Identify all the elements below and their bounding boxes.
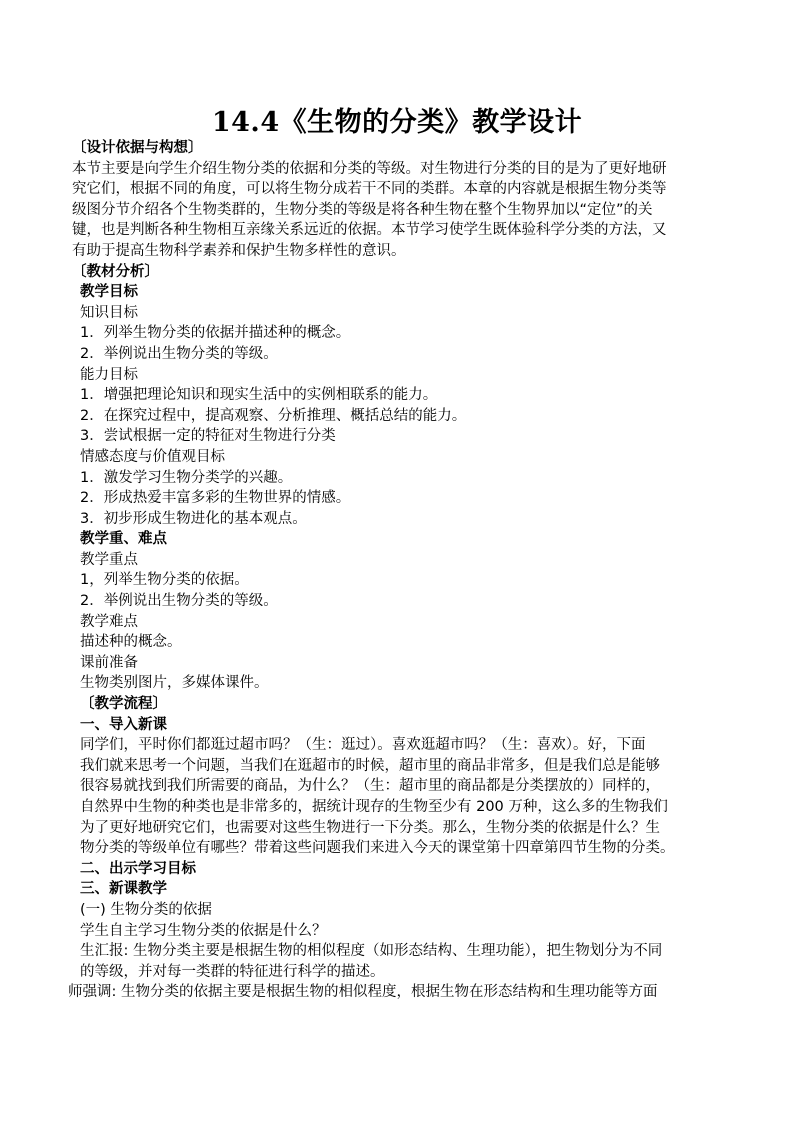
paragraph-line: 为了更好地研究它们，也需要对这些生物进行一下分类。那么，生物分类的依据是什么？生 [80,819,660,836]
list-item: 1．列举生物分类的依据并描述种的概念。 [80,325,351,342]
paragraph-line: 物分类的等级单位有哪些？带着这些问题我们来进入今天的课堂第十四章第四节生物的分类。 [80,840,675,857]
list-item: 2．举例说出生物分类的等级。 [80,345,278,362]
list-item: 2．在探究过程中，提高观察、分析推理、概括总结的能力。 [80,407,467,424]
list-item: 生物类别图片，多媒体课件。 [80,675,269,692]
sub-heading: 教学重、难点 [80,531,167,548]
paragraph-line: 学生自主学习生物分类的依据是什么？ [80,922,327,939]
paragraph-line: 自然界中生物的种类也是非常多的，据统计现存的生物至少有 200 万种，这么多的生物我们 [80,799,668,815]
list-heading: 情感态度与价值观目标 [80,448,225,465]
paragraph-line: 有助于提高生物科学素养和保护生物多样性的意识。 [72,242,406,259]
section-heading: 〔教学流程〕 [80,696,167,713]
paragraph-line: 的等级，并对每一类群的特征进行科学的描述。 [80,963,385,980]
paragraph-line: 生汇报: 生物分类主要是根据生物的相似程度（如形态结构、生理功能），把生物划分为不同 [80,943,663,960]
sub-heading: 二、出示学习目标 [80,860,196,877]
sub-heading: 三、新课教学 [80,881,167,898]
list-item: 1．增强把理论知识和现实生活中的实例相联系的能力。 [80,387,438,404]
list-heading: 能力目标 [80,366,138,383]
list-item: 2．形成热爱丰富多彩的生物世界的情感。 [80,490,351,507]
sub-heading: (一) 生物分类的依据 [80,901,212,918]
list-heading: 课前准备 [80,654,138,671]
list-heading: 教学难点 [80,613,138,630]
list-heading: 教学重点 [80,551,138,568]
list-item: 2．举例说出生物分类的等级。 [80,593,278,610]
document-body [68,138,736,1003]
sub-heading: 一、导入新课 [80,716,167,733]
paragraph-line: 同学们，平时你们都逛过超市吗？（生：逛过）。喜欢逛超市吗？（生：喜欢）。好，下面 [80,737,646,754]
paragraph-line: 师强调: 生物分类的依据主要是根据生物的相似程度，根据生物在形态结构和生理功能等方面 [68,984,658,1001]
list-item: 3．初步形成生物进化的基本观点。 [80,510,307,527]
list-heading: 知识目标 [80,304,138,321]
paragraph-line: 究它们，根据不同的角度，可以将生物分成若干不同的类群。本章的内容就是根据生物分类等 [72,181,667,198]
paragraph-line: 很容易就找到我们所需要的商品，为什么？（生：超市里的商品都是分类摆放的）同样的， [80,778,660,795]
section-heading: 〔设计依据与构想〕 [72,140,203,156]
section-heading: 〔教材分析〕 [72,263,159,280]
list-item: 1．激发学习生物分类学的兴趣。 [80,469,293,486]
list-item: 1，列举生物分类的依据。 [80,572,249,589]
sub-heading: 教学目标 [80,284,138,301]
paragraph-line: 级图分节介绍各个生物类群的，生物分类的等级是将各种生物在整个生物界加以“定位”的关 [72,201,653,218]
paragraph-line: 键，也是判断各种生物相互亲缘关系远近的依据。本节学习使学生既体验科学分类的方法，又 [72,222,667,239]
paragraph-line: 本节主要是向学生介绍生物分类的依据和分类的等级。对生物进行分类的目的是为了更好地研 [72,160,667,177]
document-title: 14.4《生物的分类》教学设计 [211,107,583,138]
list-item: 3．尝试根据一定的特征对生物进行分类 [80,428,336,445]
list-item: 描述种的概念。 [80,634,182,651]
paragraph-line: 我们就来思考一个问题，当我们在逛超市的时候，超市里的商品非常多，但是我们总是能够 [80,757,660,774]
